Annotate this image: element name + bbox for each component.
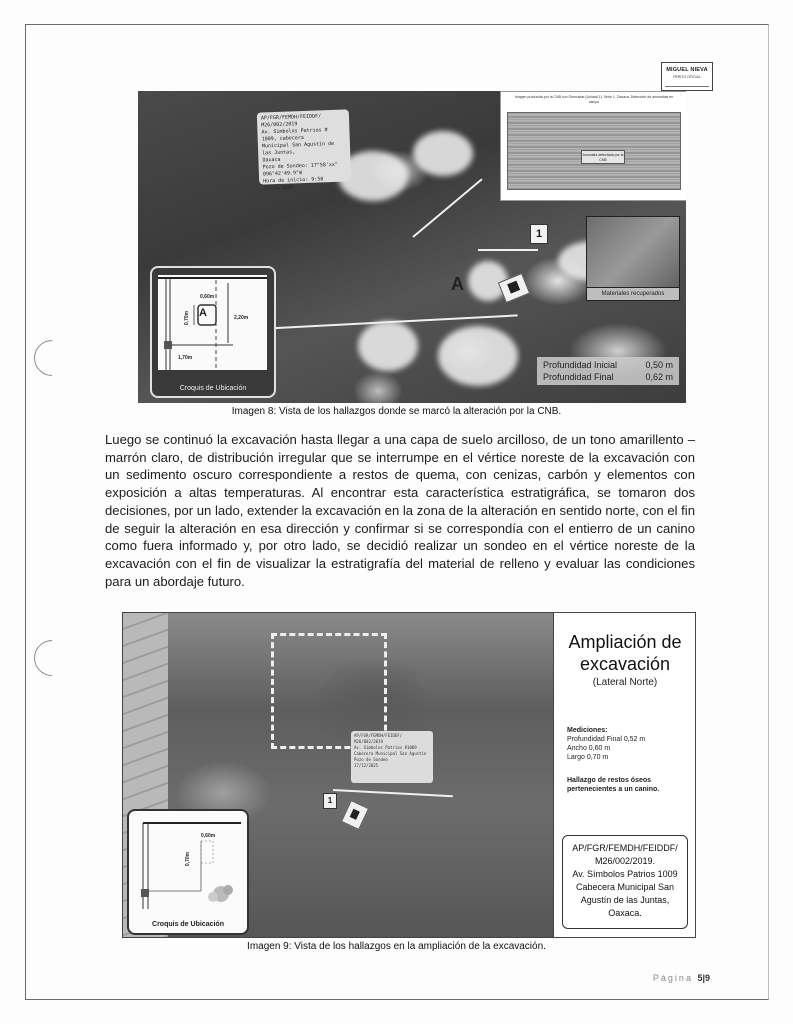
case-reference: AP/FGR/FEMDH/FEIDDF/ M26/002/2019. Av. Símbolos Patrios 1009 Cabecera Municipal San Agustín de las Juntas, Oaxaca. (562, 835, 688, 929)
figure-8-photo (138, 91, 686, 403)
location-sketch: 0,60m 0,70m Croquis de Ubicación (127, 809, 249, 935)
sketch-caption: Croquis de Ubicación (152, 921, 224, 928)
marker-letter-a: A (451, 274, 464, 294)
north-arrow-icon (341, 800, 369, 830)
figure-9-photo (122, 612, 696, 938)
body-paragraph: Luego se continuó la excavación hasta llegar a una capa de suelo arcilloso, de un tono amarillento – marrón claro, de distribución irregular que se interrumpe en el vértice noreste de la excavación con un sedimento oscuro correspondiente a restos de quema, con cenizas, carbón y elementos con exposición a altas temperaturas. Al encontrar esta característica estratigráfica, se tomaron dos decisiones, por un lado, extender la excavación en la zona de la alteración en sentido norte, con el fin de seguir la alteración en esa dirección y confirmar si se correspondía con el entierro de un canino como fuera informado y, por otro lado, se decidió realizar un sondeo en el vértice noreste de la excavación con el fin de visualizar la estratigrafía del material de relleno y evaluar las condiciones para un abordaje futuro. (105, 432, 695, 589)
materials-label: Materiales recuperados (586, 287, 680, 301)
evidence-label-card: AP/FGR/FEMDH/FEIDDF/ M26/002/2019 Av. Símbolos Patrios #1009 Cabecera Municipal San Agustín Pozo de Sondeo 17/12/2025 (351, 731, 433, 783)
stamp-name: MIGUEL NIEVA (666, 67, 708, 73)
evidence-marker-1: 1 (530, 224, 548, 244)
page-footer (653, 973, 710, 983)
signature-stamp (661, 62, 713, 91)
sketch-caption: Croquis de Ubicación (179, 385, 247, 392)
finding-note: Hallazgo de restos óseos pertenecientes a un canino. (567, 777, 660, 793)
radar-title: Imagen producida por la CNB con Georradar (Unidad 1), Serie 1, Oaxaca. Detección de anomalías en campo (514, 95, 674, 104)
location-sketch: A 0,60m 0,70m 2,20m 1,70m Croquis de Ubicación (150, 266, 276, 398)
materials-inset (586, 216, 680, 298)
panel-subtitle: (Lateral Norte) (592, 677, 658, 688)
page-label: Página (652, 973, 693, 983)
figure-8-caption: Imagen 8: Vista de los hallazgos donde se marcó la alteración por la CNB. (231, 406, 562, 417)
radar-inset (500, 91, 686, 201)
evidence-label-card: AP/FGR/FEMDH/FEIDDF/ M26/002/2019 Av. Símbolos Patrios # 1009, cabecera Municipal San Agustín de las Juntas, Oaxaca Pozo de Sondeo: 17°58'xx" 096°42'49.9"W Hora de inicio: 9:50 17/12/2025 (257, 109, 351, 184)
info-panel (553, 613, 696, 937)
figure-9-caption: Imagen 9: Vista de los hallazgos en la ampliación de la excavación. (247, 941, 546, 952)
radar-note: Anomalía detectada por la CNB (581, 150, 625, 164)
stamp-subtitle: PERITO OFICIAL (673, 75, 701, 79)
panel-title: Ampliación de excavación (568, 632, 682, 674)
measurements: Mediciones: Profundidad Final 0,52 m Ancho 0,60 m Largo 0,70 m (567, 727, 646, 761)
depth-readout: Profundidad Inicial 0,50 m Profundidad Final 0,62 m (537, 357, 679, 385)
evidence-marker-1: 1 (323, 793, 337, 809)
page-number: 5|9 (697, 973, 710, 983)
